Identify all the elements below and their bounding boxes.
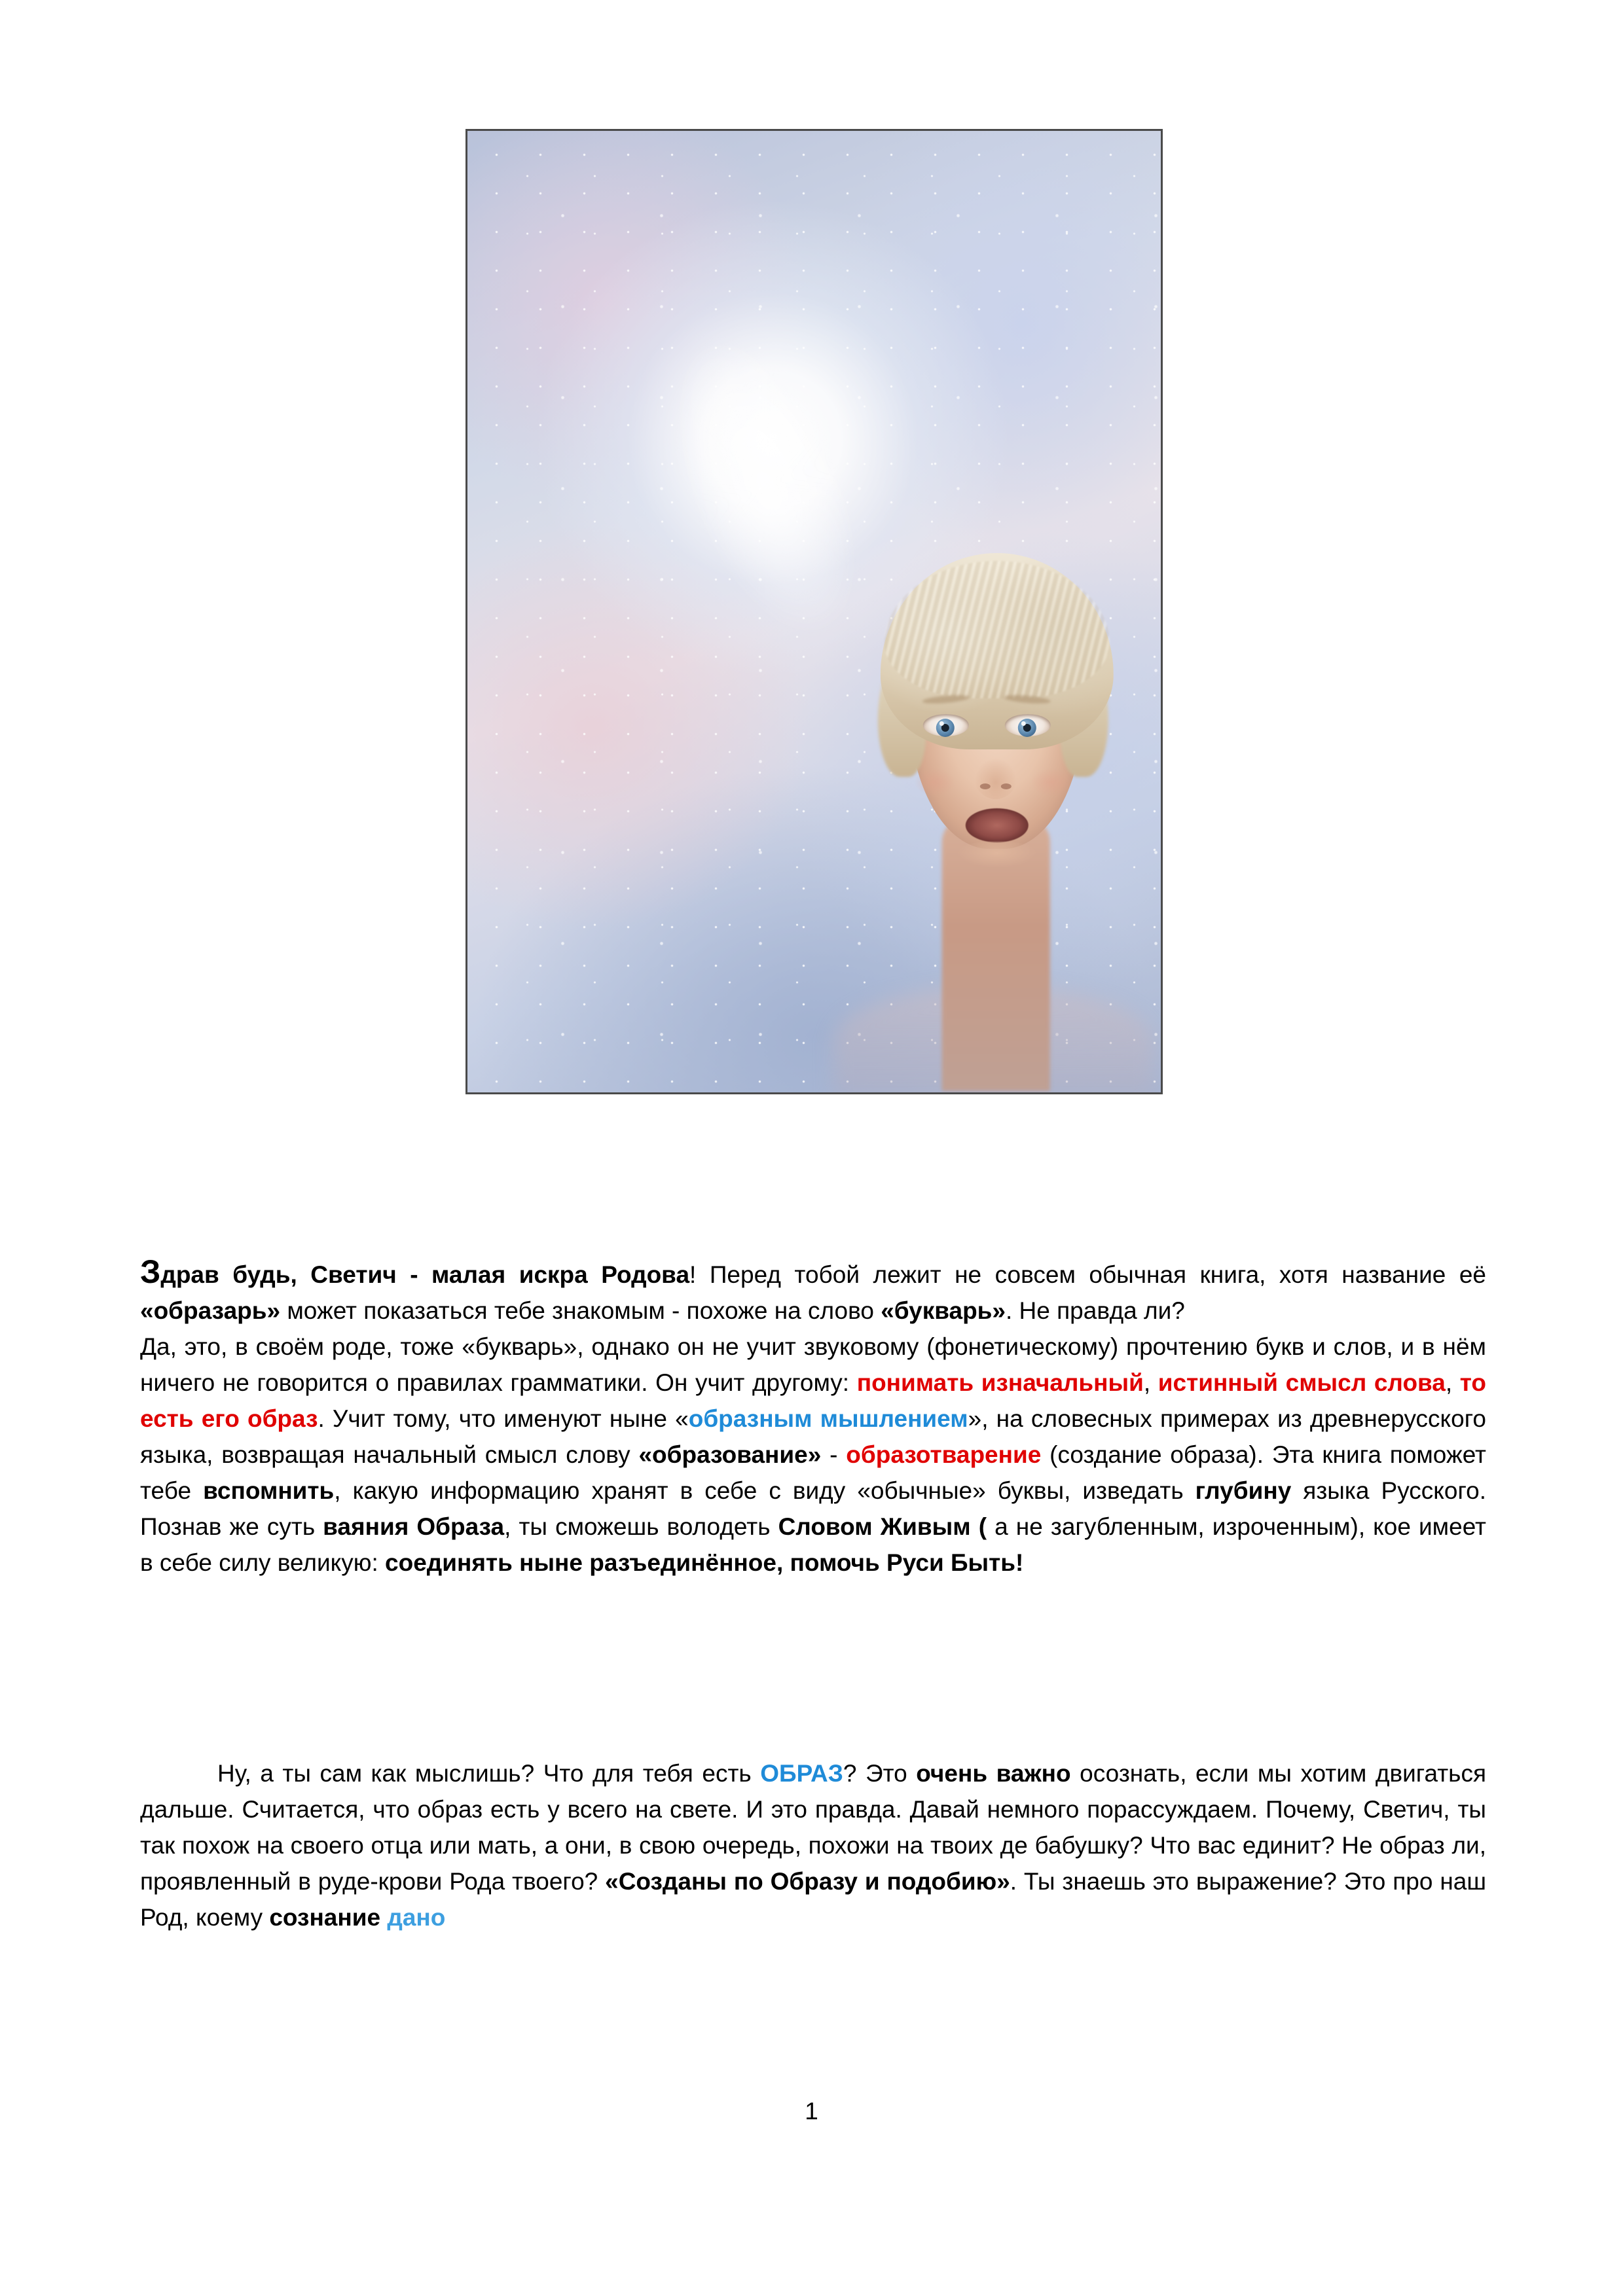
text-run: , [1143,1369,1158,1396]
text-bold: Словом Живым ( [778,1513,987,1540]
eye-glint-left [939,721,943,726]
text-highlight-red: то есть его образ [140,1369,1487,1432]
text-bold: «образарь» [140,1297,281,1324]
text-run: Да, это, в своём роде, тоже «букварь», однако он не учит звуковому (фонетическому) прочтению букв и слов, и в нём ничего не говорится о правилах грамматики. Он учит другому: [140,1333,1486,1396]
text-bold: «образование» [638,1441,822,1468]
text-highlight-blue: образным мышлением [688,1405,968,1432]
text-bold: очень важно [916,1760,1071,1787]
text-run: , [1445,1369,1460,1396]
text-bold: драв будь, Светич - малая искра Родова [160,1261,690,1288]
text-highlight-blue-light: дано [387,1904,446,1931]
text-bold: сознание [269,1904,381,1931]
boy-portrait [807,437,1163,1091]
hair-strands [884,561,1109,698]
page-number: 1 [805,2098,818,2125]
illustration-figure [465,129,1163,1094]
text-run: (создание образа). Эта книга поможет тебе [140,1441,1486,1504]
text-run: . Учит тому, что именуют ныне « [318,1405,689,1432]
text-run: », на словесных примерах из древнерусского языка, возвращая начальный смысл слову [140,1405,1486,1468]
text-highlight-red: понимать изначальный [856,1369,1144,1396]
chin [944,841,1049,880]
text-bold: вспомнить [203,1477,335,1504]
text-highlight-blue: ОБРАЗ [760,1760,843,1787]
mouth [965,808,1028,842]
text-run: ? Это [843,1760,917,1787]
text-run: . Ты знаешь это выражение? Это про наш Род, коему [140,1868,1487,1931]
text-bold: «букварь» [881,1297,1006,1324]
eye-right [1004,714,1050,736]
text-run: языка Русского. Познав же суть [140,1477,1487,1540]
nose [972,744,1019,799]
text-bold: «Созданы по Образу и подобию» [605,1868,1010,1895]
text-run: . Не правда ли? [1006,1297,1185,1324]
text-run: , ты сможешь володеть [504,1513,778,1540]
iris-right [1017,719,1036,737]
text-run: может показаться тебе знакомым - похоже на слово [280,1297,881,1324]
nostril-left [979,783,990,789]
text-run: осознать, если мы хотим двигаться дальше. Считается, что образ есть у всего на свете. И это правда. Давай немного порассуждаем. Почему, Светич, ты так похож на своего отца или мать, а они, в свою очередь, похожи на твоих де бабушку? Что вас единит? Не образ ли, проявленный в руде-крови Рода твоего? [140,1760,1486,1895]
illustration-frame [465,129,1163,1094]
text-bold: ваяния Образа [323,1513,505,1540]
text-run: , какую информацию хранят в себе с виду «обычные» буквы, изведать [334,1477,1195,1504]
nostril-right [1000,783,1011,789]
text-run: а не загубленным, изроченным), кое имеет в себе силу великую: [140,1513,1486,1576]
text-run: ! Перед тобой лежит не совсем обычная книга, хотя название её [689,1261,1486,1288]
text-run [380,1904,387,1931]
text-highlight-red: истинный смысл слова [1158,1369,1446,1396]
eye-glint-right [1021,721,1025,726]
text-run: - [821,1441,847,1468]
text-highlight-red: образотварение [846,1441,1042,1468]
drop-cap: З [140,1253,161,1290]
iris-left [936,719,954,737]
paragraph-intro [140,1253,1487,1581]
text-bold: соединять ныне разъединённое, помочь Руси Быть! [385,1549,1024,1576]
paragraph-question [140,1755,1486,1935]
eye-left [922,714,968,736]
text-bold: глубину [1195,1477,1292,1504]
text-run: Ну, а ты сам как мыслишь? Что для тебя есть [217,1760,761,1787]
